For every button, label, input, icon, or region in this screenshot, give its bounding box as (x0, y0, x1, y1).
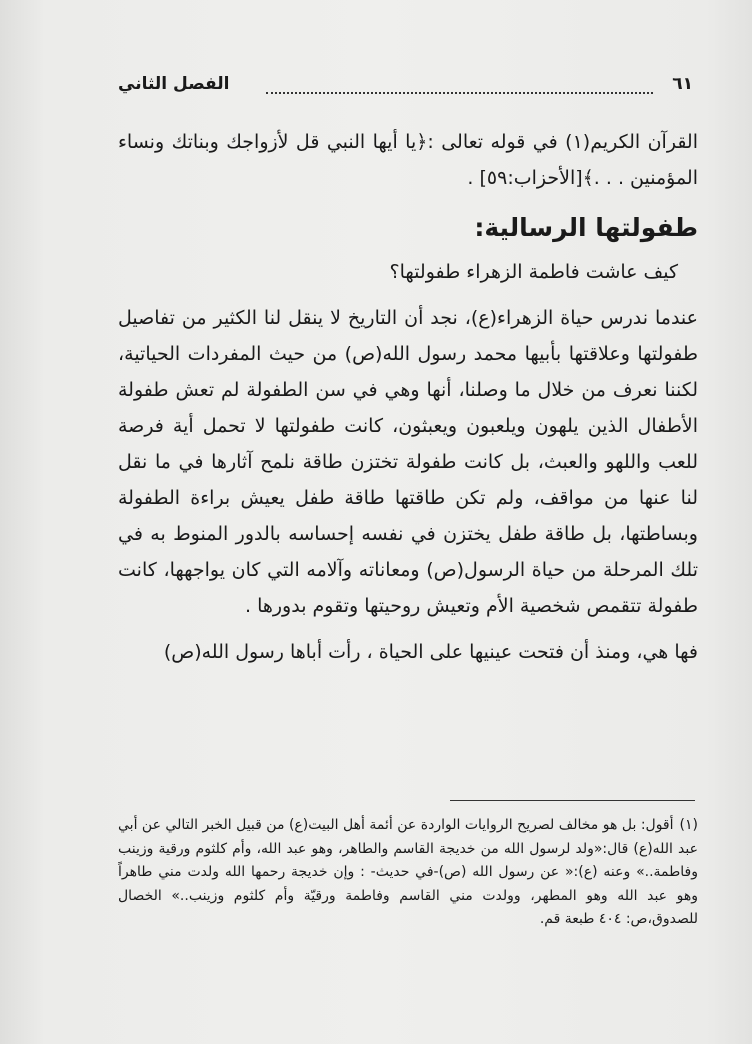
footnote-number: (١) (679, 817, 698, 833)
page-number: ٦١ (672, 74, 693, 94)
header-dotted-rule (266, 92, 653, 94)
chapter-title: الفصل الثاني (118, 74, 230, 94)
final-paragraph: فها هي، ومنذ أن فتحت عينيها على الحياة ، رأت أباها رسول الله(ص) (163, 641, 698, 663)
page-body (118, 124, 698, 670)
question-line: كيف عاشت فاطمة الزهراء طفولتها؟ (389, 261, 678, 283)
footnote-separator (450, 800, 695, 801)
page-header (118, 74, 693, 104)
footnote (118, 814, 698, 932)
main-paragraph: عندما ندرس حياة الزهراء(ع)، نجد أن التاريخ لا ينقل لنا الكثير من تفاصيل طفولتها وعلاقتها بأبيها محمد رسول الله(ص) من حيث المفردات الحياتية، لكننا نعرف من خلال ما وصلنا، أنها وهي في سن الطفولة لم تعش طفولة الأطفال الذين يلهون ويلعبون ويعبثون، كانت طفولتها لا تحمل أية فرصة للعب واللهو والعبث، بل كانت طفولة تختزن طاقة نلمح آثارها في ما نقل لنا عنها من مواقف، ولم تكن طاقتها طاقة طفل يعيش براءة الطفولة وبساطتها، بل طاقة طفل يختزن في نفسه إحساسه بالدور المنوط به في تلك المرحلة من حياة الرسول(ص) ومعاناته وآلامه التي كان يواجهها، كانت طفولة تتقمص شخصية الأم وتعيش روحيتها وتقوم بدورها . (118, 307, 698, 617)
intro-paragraph: القرآن الكريم(١) في قوله تعالى :﴿يا أيها النبي قل لأزواجك وبناتك ونساء المؤمنين . . .﴾[الأحزاب:٥٩] . (118, 131, 698, 189)
footnote-text: أقول: بل هو مخالف لصريح الروايات الواردة عن أئمة أهل البيت(ع) من قبيل الخبر التالي عن أبي عبد الله(ع) قال:«ولد لرسول الله من خديجة القاسم والطاهر، وهو عبد الله، وأم كلثوم ورقية وزينب وفاطمة..» وعنه (ع):« عن رسول الله (ص)-في حديث- : وإن خديجة رحمها الله ولدت مني طاهراً وهو عبد الله وهو المطهر، وولدت مني القاسم وفاطمة ورقيّة وأم كلثوم وزينب..» الخصال للصدوق،ص: ٤٠٤ طبعة قم. (118, 817, 698, 927)
section-heading: طفولتها الرسالية: (474, 213, 698, 242)
